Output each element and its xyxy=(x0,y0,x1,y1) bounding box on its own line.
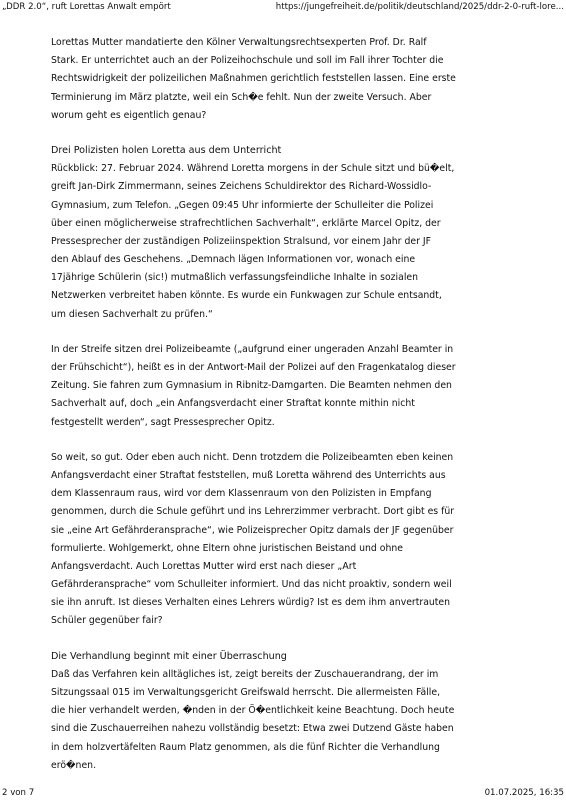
text-line: Anfangsverdacht. Auch Lorettas Mutter wird erst nach dieser „Art xyxy=(51,560,357,572)
text-line: den Ablauf des Geschehens. „Demnach lägen Informationen vor, wonach eine xyxy=(51,254,416,266)
text-line: Rückblick: 27. Februar 2024. Während Loretta morgens in der Schule sitzt und bü�elt, xyxy=(51,163,455,175)
section-heading-2: Die Verhandlung beginnt mit einer Überraschung xyxy=(51,650,287,662)
text-line: festgestellt werden“, sagt Pressesprecher Opitz. xyxy=(51,416,275,428)
paragraph-5 xyxy=(51,666,521,775)
article-body xyxy=(51,34,521,775)
text-line: Stark. Er unterrichtet auch an der Polizeihochschule und soll im Fall ihrer Tochter die xyxy=(51,55,444,67)
text-line: Gefährderansprache“ vom Schulleiter informiert. Und das nicht proaktiv, sondern weil xyxy=(51,579,452,591)
text-line: Anfangsverdacht einer Straftat feststellen, muß Loretta während des Unterrichts aus xyxy=(51,469,446,481)
text-line: über einen möglicherweise strafrechtlichen Sachverhalt“, erklärte Marcel Opitz, der xyxy=(51,217,441,229)
text-line: formulierte. Wohlgemerkt, ohne Eltern ohne juristischen Beistand und ohne xyxy=(51,542,403,554)
paragraph-3 xyxy=(51,341,521,432)
text-line: Netzwerken verbreitet haben könnte. Es wurde ein Funkwagen zur Schule entsandt, xyxy=(51,290,442,302)
text-line: So weit, so gut. Oder eben auch nicht. Denn trotzdem die Polizeibeamten eben keinen xyxy=(51,451,454,463)
text-line: sind die Zuschauerreihen nahezu vollständig besetzt: Etwa zwei Dutzend Gäste haben xyxy=(51,723,454,735)
text-line: Sachverhalt auf, doch „ein Anfangsverdacht einer Straftat konnte mithin nicht xyxy=(51,398,415,410)
text-line: Terminierung im März platzte, weil ein Sch�e fehlt. Nun der zweite Versuch. Aber xyxy=(51,91,432,103)
text-line: der Frühschicht“), heißt es in der Antwort-Mail der Polizei auf den Fragenkatalog dieser xyxy=(51,362,456,374)
text-line: in dem holzvertäfelten Raum Platz genommen, als die fünf Richter die Verhandlung xyxy=(51,741,440,753)
text-line: Schüler gegenüber fair? xyxy=(51,615,163,627)
text-line: Gymnasium, zum Telefon. „Gegen 09:45 Uhr informierte der Schulleiter die Polizei xyxy=(51,199,434,211)
paragraph-1 xyxy=(51,34,521,125)
text-line: Daß das Verfahren kein alltägliches ist, zeigt bereits der Zuschauerandrang, der im xyxy=(51,668,439,680)
text-line: Lorettas Mutter mandatierte den Kölner Verwaltungsrechtsexperten Prof. Dr. Ralf xyxy=(51,37,427,48)
text-line: Zeitung. Sie fahren zum Gymnasium in Ribnitz-Damgarten. Die Beamten nehmen den xyxy=(51,380,452,392)
text-line: erö�nen. xyxy=(51,759,97,771)
text-line: sie „eine Art Gefährderansprache“, wie Polizeisprecher Opitz damals der JF gegenüber xyxy=(51,524,454,536)
text-line: die hier verhandelt werden, �nden in der Ö�entlichkeit keine Beachtung. Doch heute xyxy=(51,705,455,717)
text-line: um diesen Sachverhalt zu prüfen.“ xyxy=(51,308,213,320)
paragraph-4 xyxy=(51,449,521,631)
print-footer xyxy=(0,787,566,799)
text-line: genommen, durch die Schule geführt und ins Lehrerzimmer verbracht. Dort gibt es für xyxy=(51,506,455,518)
text-line: Pressesprecher der zuständigen Polizeiinspektion Stralsund, vor einem Jahr der JF xyxy=(51,235,431,247)
text-line: Sitzungssaal 015 im Verwaltungsgericht Greifswald herrscht. Die allermeisten Fälle, xyxy=(51,687,441,699)
text-line: 17jährige Schülerin (sic!) mutmaßlich verfassungsfeindliche Inhalte in sozialen xyxy=(51,272,419,284)
section-heading-1: Drei Polizisten holen Loretta aus dem Unterricht xyxy=(51,144,282,156)
text-line: dem Klassenraum raus, wird vor dem Klassenraum von den Polizisten in Empfang xyxy=(51,488,432,500)
text-line: sie ihn anruft. Ist dieses Verhalten eines Lehrers würdig? Ist es dem ihm anvertrauten xyxy=(51,597,451,609)
text-line: In der Streife sitzen drei Polizeibeamte („aufgrund einer ungeraden Anzahl Beamter in xyxy=(51,343,454,355)
text-line: worum geht es eigentlich genau? xyxy=(51,109,207,121)
print-datetime: 01.07.2025, 16:35 xyxy=(484,788,564,798)
text-line: greift Jan-Dirk Zimmermann, seines Zeichens Schuldirektor des Richard-Wossidlo- xyxy=(51,181,432,193)
page-url: https://jungefreiheit.de/politik/deutschland/2025/ddr-2-0-ruft-lore... xyxy=(275,2,564,12)
paragraph-2 xyxy=(51,160,521,324)
page-number: 2 von 7 xyxy=(2,788,35,798)
text-line: Rechtswidrigkeit der polizeilichen Maßnahmen gerichtlich feststellen lassen. Eine erste xyxy=(51,73,456,85)
page-title: „DDR 2.0“, ruft Lorettas Anwalt empört xyxy=(2,2,171,12)
print-header xyxy=(0,0,566,14)
